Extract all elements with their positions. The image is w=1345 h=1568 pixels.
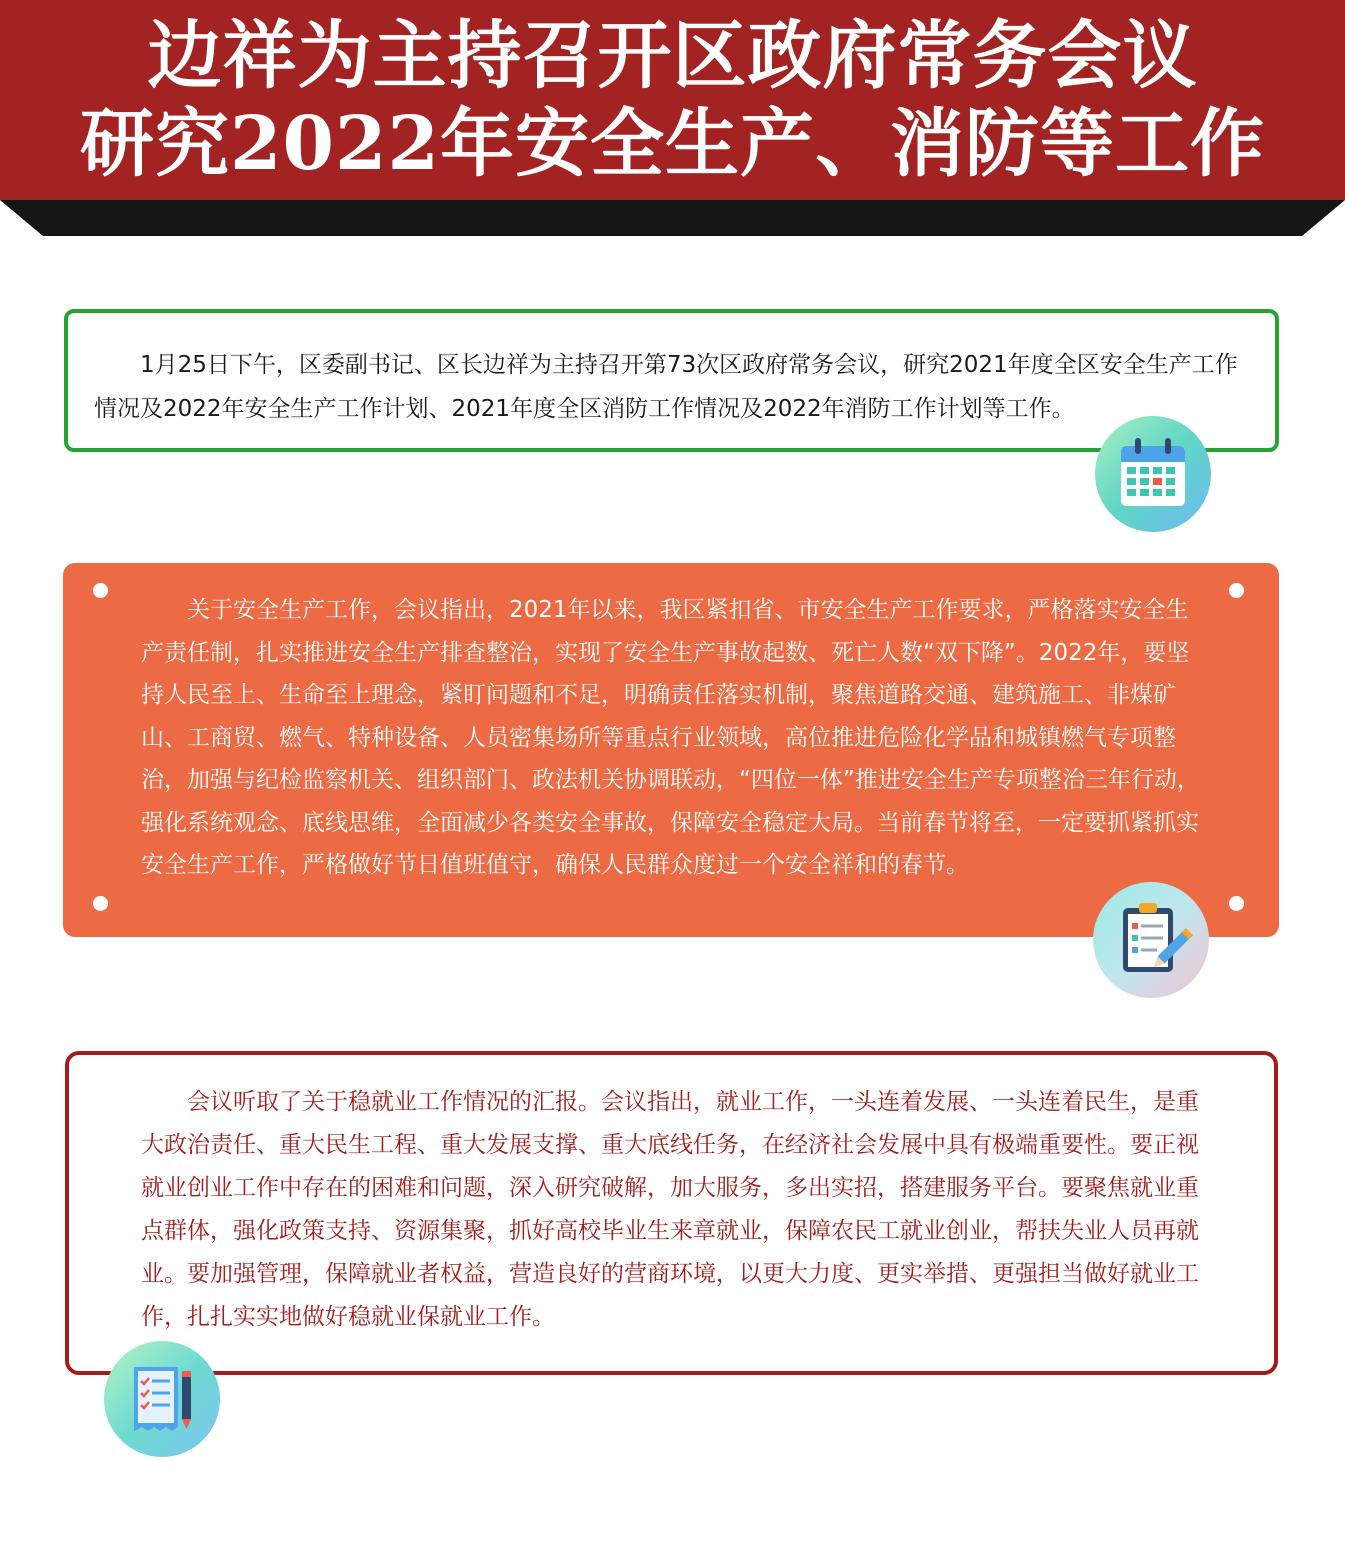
clipboard-pencil-icon [1093, 882, 1209, 998]
corner-dot-top-left [93, 583, 108, 598]
corner-dot-bottom-right [1229, 896, 1244, 911]
calendar-icon [1095, 416, 1211, 532]
safety-production-text: 关于安全生产工作，会议指出，2021年以来，我区紧扣省、市安全生产工作要求，严格落实安全生产责任制，扎实推进安全生产排查整治，实现了安全生产事故起数、死亡人数“双下降”。2022年，要坚持人民至上、生命至上理念，紧盯问题和不足，明确责任落实机制，聚焦道路交通、建筑施工、非煤矿山、工商贸、燃气、特种设备、人员密集场所等重点行业领域，高位推进危险化学品和城镇燃气专项整治，加强与纪检监察机关、组织部门、政法机关协调联动，“四位一体”推进安全生产专项整治三年行动，强化系统观念、底线思维，全面减少各类安全事故，保障安全稳定大局。当前春节将至，一定要抓紧抓实安全生产工作，严格做好节日值班值守，确保人民群众度过一个安全祥和的春节。 [141, 597, 1200, 878]
meeting-summary-card [64, 309, 1279, 452]
meeting-summary-text: 1月25日下午，区委副书记、区长边祥为主持召开第73次区政府常务会议，研究2021年度全区安全生产工作情况及2022年安全生产工作计划、2021年度全区消防工作情况及2022年消防工作计划等工作。 [94, 352, 1238, 422]
page-title-line-1: 边祥为主持召开区政府常务会议 [147, 13, 1198, 99]
safety-production-card [63, 563, 1279, 937]
checklist-icon [104, 1341, 220, 1457]
corner-dot-bottom-left [93, 896, 108, 911]
title-banner [0, 0, 1345, 200]
corner-dot-top-right [1229, 583, 1244, 598]
employment-text: 会议听取了关于稳就业工作情况的汇报。会议指出，就业工作，一头连着发展、一头连着民生，是重大政治责任、重大民生工程、重大发展支撑、重大底线任务，在经济社会发展中具有极端重要性。要正视就业创业工作中存在的困难和问题，深入研究破解，加大服务，多出实招，搭建服务平台。要聚焦就业重点群体，强化政策支持、资源集聚，抓好高校毕业生来章就业，保障农民工就业创业，帮扶失业人员再就业。要加强管理，保障就业者权益，营造良好的营商环境，以更大力度、更实举措、更强担当做好就业工作，扎扎实实地做好稳就业保就业工作。 [141, 1089, 1199, 1330]
page-title-line-2: 研究2022年安全生产、消防等工作 [80, 101, 1265, 187]
employment-card [65, 1051, 1278, 1375]
